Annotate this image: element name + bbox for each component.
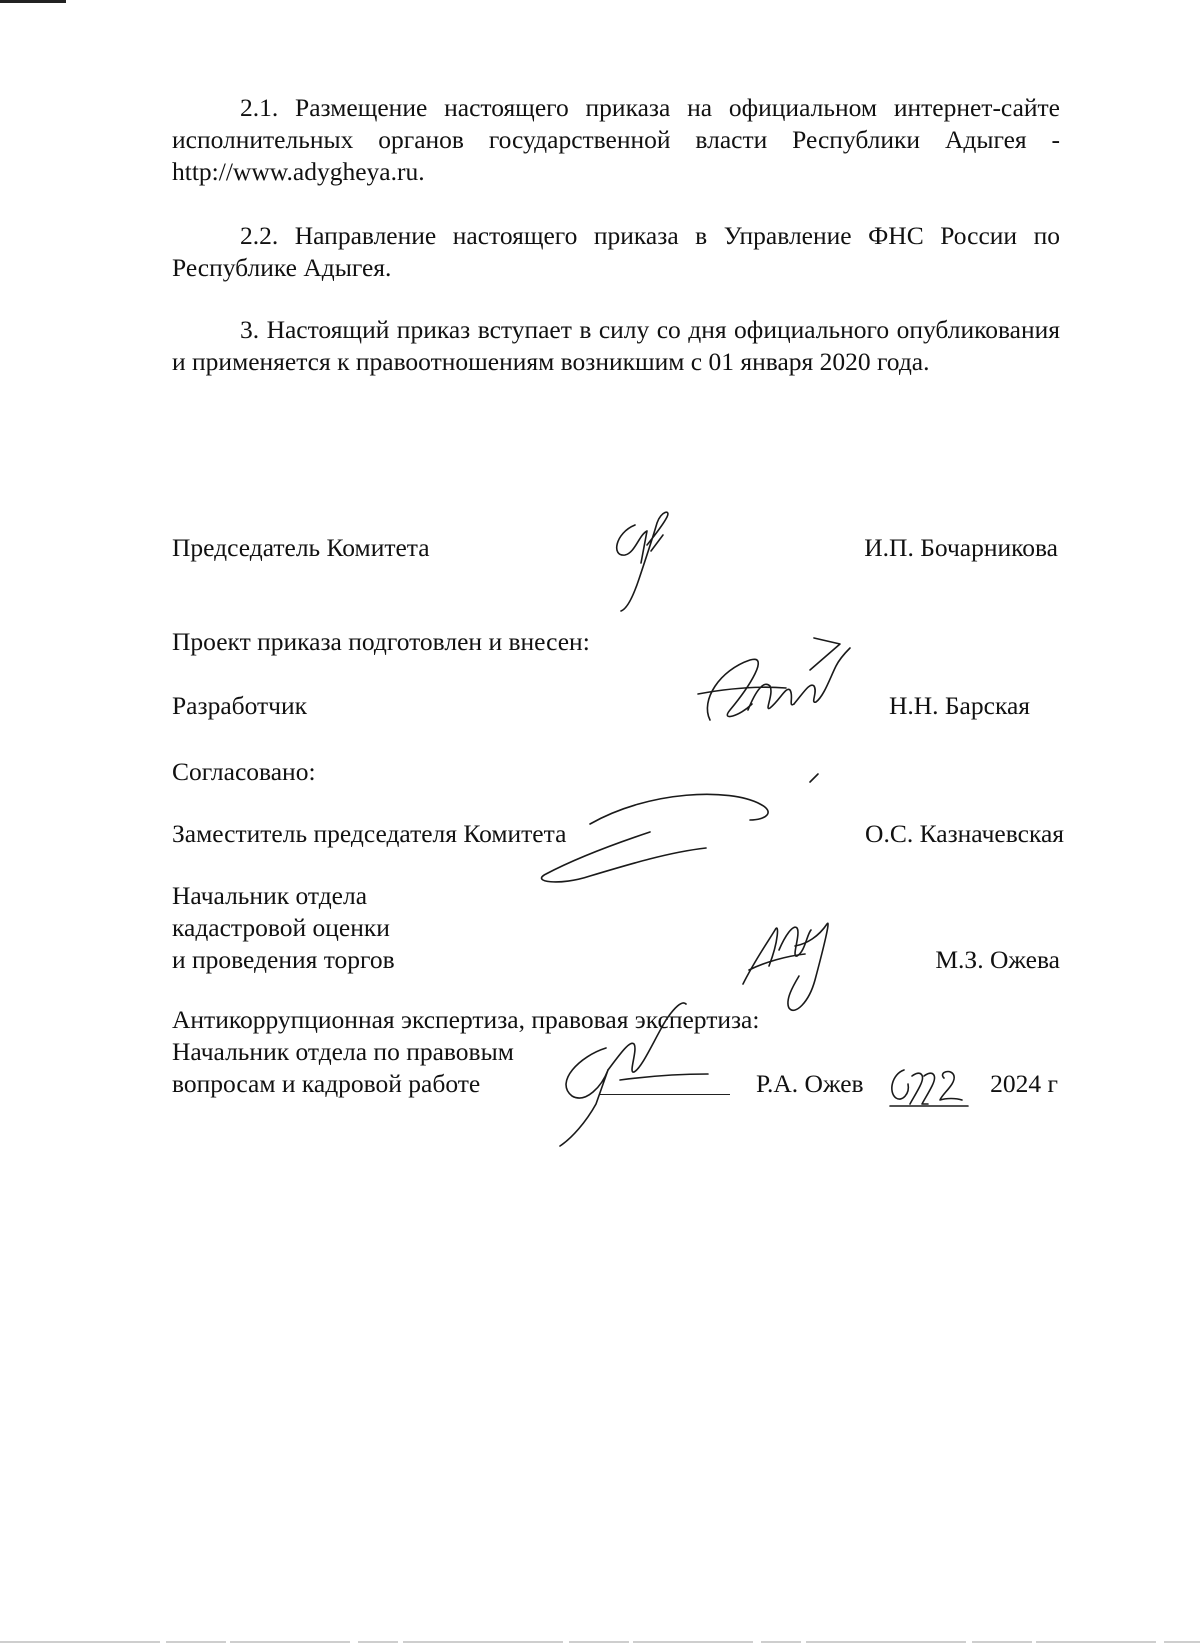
legal-signature bbox=[550, 1000, 710, 1150]
legal-date-suffix: 2024 г bbox=[990, 1069, 1058, 1098]
paragraph-3: 3. Настоящий приказ вступает в силу со дня официального опубликования и применяется к правоотношениям возникшим с 01 января 2020 года. bbox=[172, 315, 1060, 376]
prepared-heading: Проект приказа подготовлен и внесен: bbox=[172, 627, 590, 656]
deputy-title: Заместитель председателя Комитета bbox=[172, 819, 567, 848]
scan-edge-mark bbox=[0, 0, 66, 3]
scan-bottom-rule bbox=[0, 1641, 1200, 1643]
deputy-name: О.С. Казначевская bbox=[865, 819, 1064, 848]
legal-handwritten-date bbox=[886, 1064, 972, 1110]
developer-name: Н.Н. Барская bbox=[888, 691, 1030, 720]
agreed-heading: Согласовано: bbox=[172, 757, 316, 786]
paragraph-2-2: 2.2. Направление настоящего приказа в Управление ФНС России по Республике Адыгея. bbox=[172, 221, 1060, 282]
chairman-title: Председатель Комитета bbox=[172, 533, 430, 562]
cadastral-title-line1: Начальник отдела bbox=[172, 881, 368, 910]
cadastral-title-line2: кадастровой оценки bbox=[172, 913, 390, 942]
cadastral-name: М.З. Ожева bbox=[935, 945, 1060, 974]
paragraph-2-1: 2.1. Размещение настоящего приказа на официальном интернет-сайте исполнительных органов государственной власти Республики Адыгея - http://www.adygheya.ru. bbox=[172, 93, 1060, 186]
chairman-name: И.П. Бочарникова bbox=[864, 533, 1058, 562]
legal-title-line1: Начальник отдела по правовым bbox=[172, 1037, 514, 1066]
developer-signature bbox=[690, 630, 870, 740]
deputy-signature bbox=[530, 770, 820, 890]
legal-name: Р.А. Ожев bbox=[756, 1069, 864, 1098]
cadastral-title-line3: и проведения торгов bbox=[172, 945, 395, 974]
legal-title-line2: вопросам и кадровой работе bbox=[172, 1069, 481, 1098]
developer-title: Разработчик bbox=[172, 691, 308, 720]
chairman-signature bbox=[605, 505, 695, 615]
expertise-heading: Антикоррупционная экспертиза, правовая экспертиза: bbox=[172, 1005, 760, 1034]
